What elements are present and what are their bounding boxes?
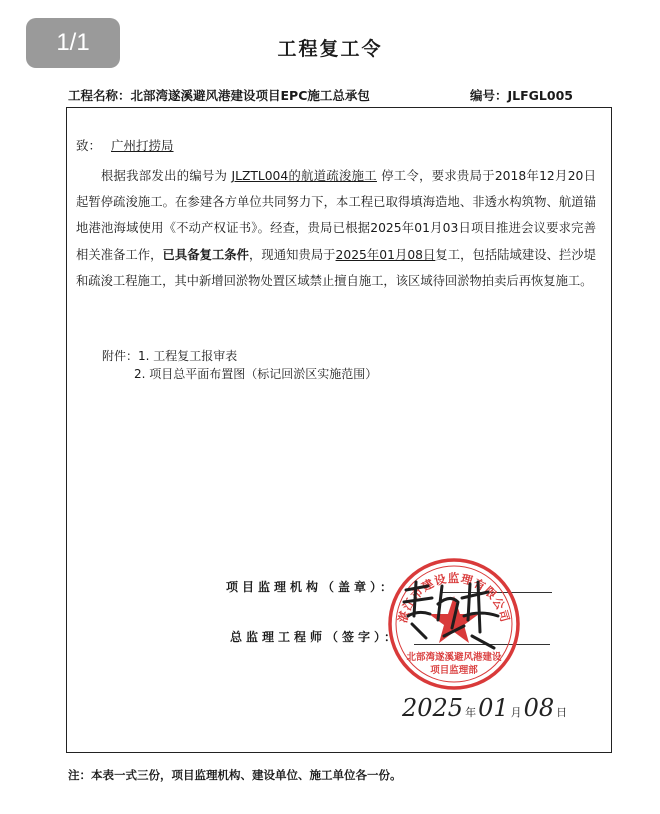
page-indicator: 1/1 xyxy=(26,18,120,68)
date-day-unit: 日 xyxy=(556,706,568,719)
handwritten-date xyxy=(402,694,569,722)
addressee-line xyxy=(76,136,174,154)
document-number-line xyxy=(470,86,573,104)
body-text-1: 根据我部发出的编号为 xyxy=(100,169,232,183)
body-text-5: 复工，包括陆域建设、拦沙堤和疏浚工程施工，其中新增回淤物处置区域禁止擅自施工，该区域待回淤物拍卖后再恢复施工。 xyxy=(76,247,596,288)
supervision-org-label: 项目监理机构（盖章）： xyxy=(226,580,397,594)
handwritten-signature xyxy=(398,576,508,662)
order-body xyxy=(76,163,596,294)
number-value: JLFGL005 xyxy=(507,88,573,103)
number-label: 编号： xyxy=(470,88,508,103)
seal-inner-text-1: 北部湾遂溪避风港建设 xyxy=(406,652,502,663)
date-month: 01 xyxy=(478,694,509,722)
body-text-bold: 已具备复工条件 xyxy=(162,247,250,262)
stop-order-number: JLZTL004的航道疏浚施工 xyxy=(231,169,377,183)
seal-outer-text: 湛江市建设监理有限公司 xyxy=(395,571,513,625)
chief-engineer-label: 总监理工程师（签字）： xyxy=(230,630,401,644)
project-label: 工程名称： xyxy=(68,88,131,103)
project-name: 北部湾遂溪避风港建设项目EPC施工总承包 xyxy=(130,88,370,103)
footnote: 注：本表一式三份，项目监理机构、建设单位、施工单位各一份。 xyxy=(68,768,402,782)
date-year: 2025 xyxy=(402,694,464,722)
attachment-2: 2. 项目总平面布置图（标记回淤区实施范围） xyxy=(134,367,378,381)
date-month-unit: 月 xyxy=(510,706,522,719)
date-day: 08 xyxy=(523,694,555,722)
to-label: 致： xyxy=(76,138,102,153)
body-text-2: 停工令，要求贵局于2018年12月20日起暂停疏浚施工。在参建各方单位共同努力下，本工程已取得填海造地、非透水构筑物、航道锚地港池海域使用《不动产权证书》。经查，贵局已根据2025年01月03日项目推进会议要求完善相关准备工作， xyxy=(76,169,596,262)
resume-date: 2025年01月08日 xyxy=(335,247,436,262)
body-text-4: ，现通知贵局于 xyxy=(249,247,336,262)
seal-inner-text-2: 项目监理部 xyxy=(430,665,478,676)
to-recipient: 广州打捞局 xyxy=(111,138,174,153)
date-year-unit: 年 xyxy=(465,706,477,719)
document-title: 工程复工令 xyxy=(277,38,383,60)
project-name-line xyxy=(68,86,370,104)
attachment-1: 附件：1. 工程复工报审表 xyxy=(102,349,238,363)
